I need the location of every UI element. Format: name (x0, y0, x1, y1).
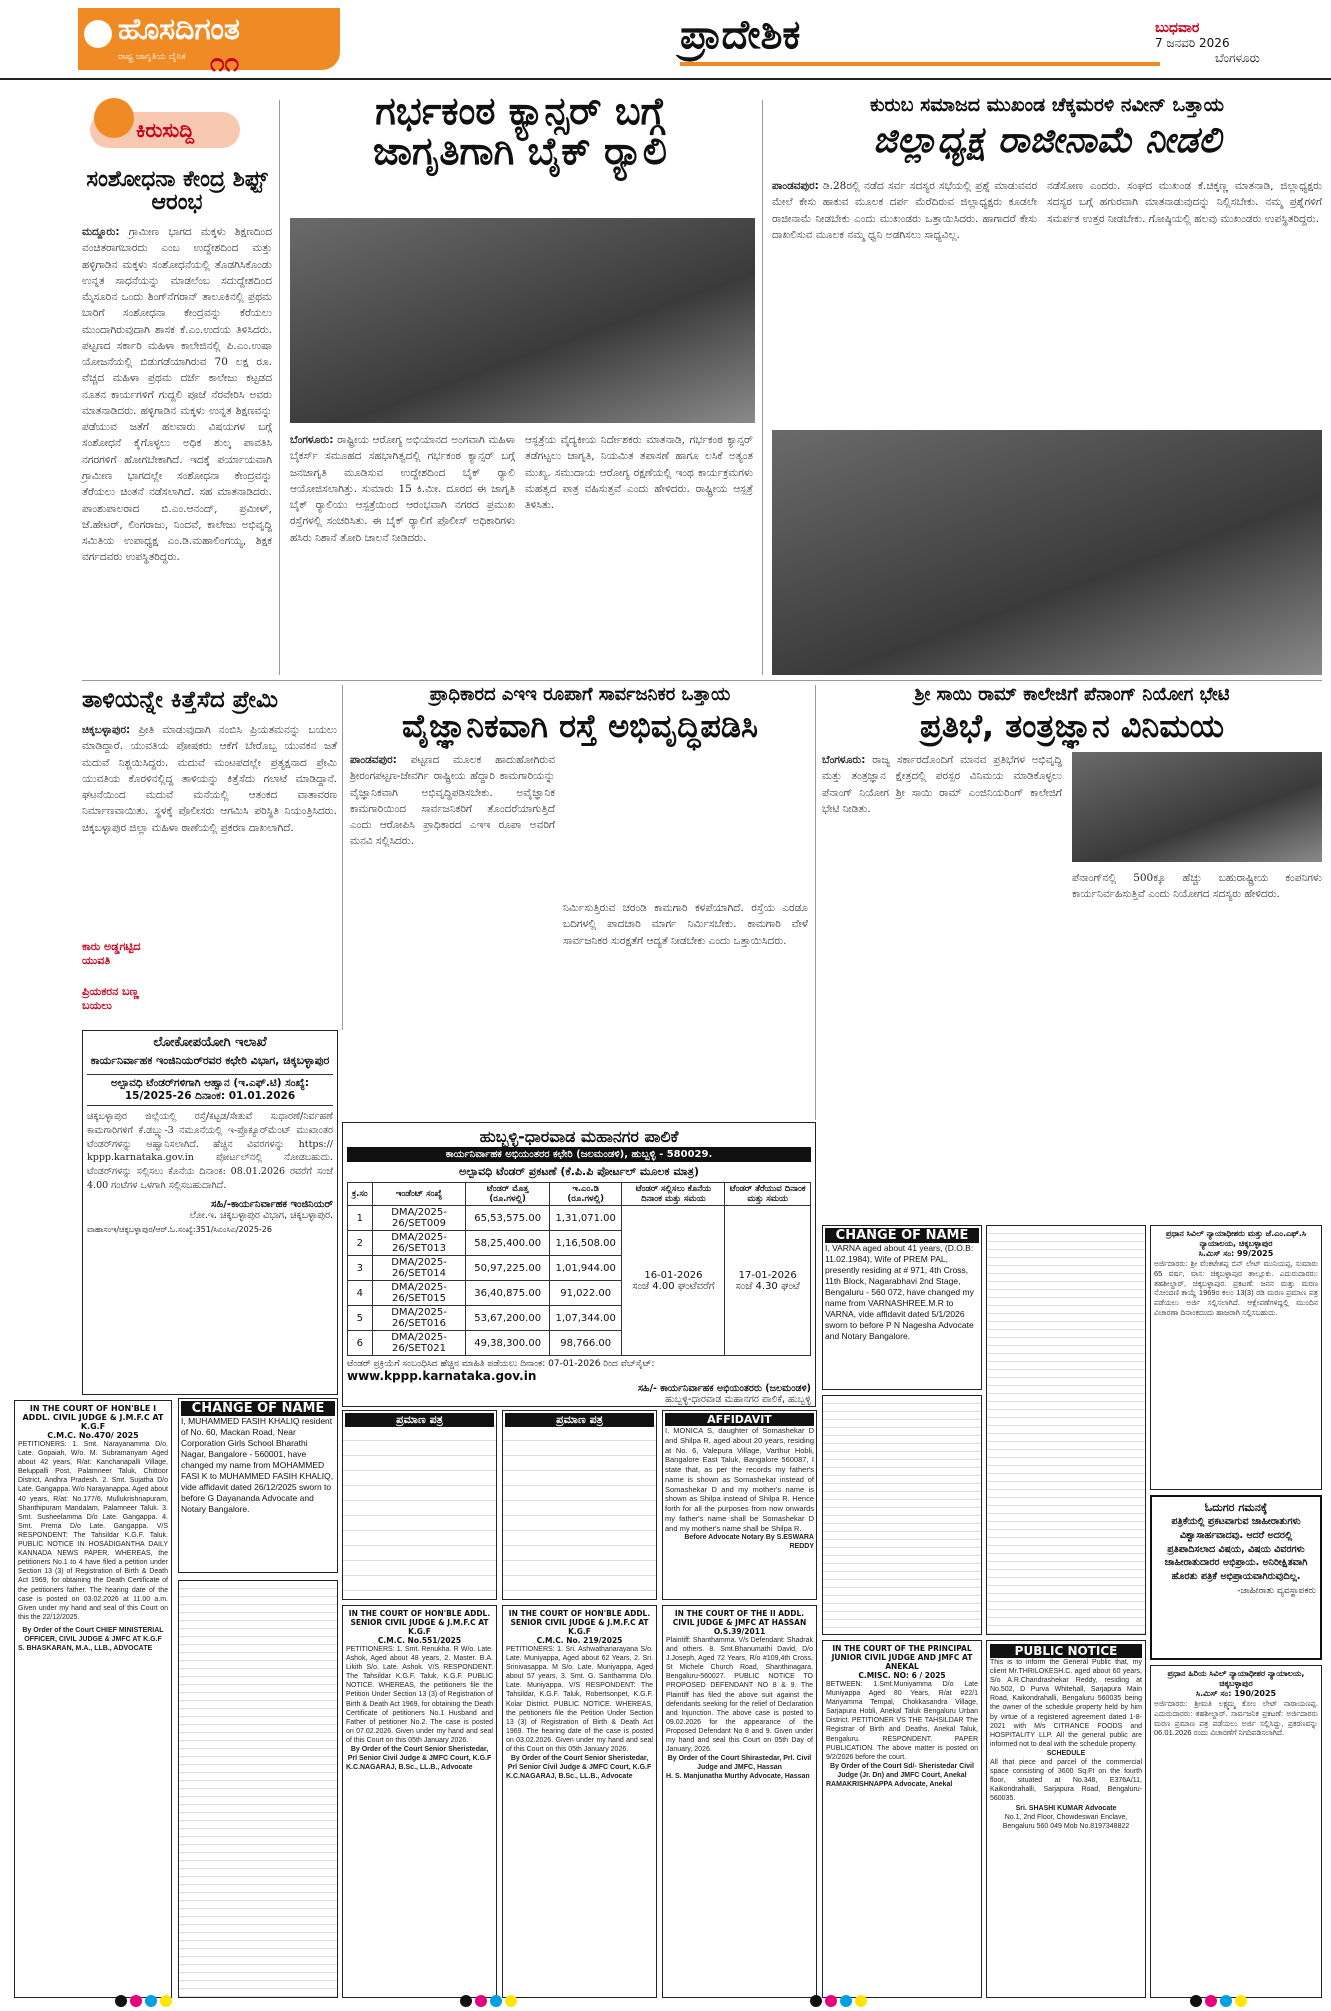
name1-title: CHANGE OF NAME (181, 1401, 335, 1416)
tender2-cell: 98,766.00 (549, 1331, 621, 1356)
page-number: ೧೧ (210, 48, 240, 78)
court2-adv: K.C.NAGARAJ, B.Sc., LL.B., Advocate (346, 1764, 473, 1772)
tender2-col-header: ಕ್ರ.ಸಂ (348, 1183, 373, 1206)
tender2-notice-title: ಅಲ್ಪಾವಧಿ ಟೆಂಡರ್ ಪ್ರಕಟಣೆ (ಕೆ.ಪಿ.ಪಿ ಪೋರ್ಟಲ್ ಮೂಲಕ ಮಾತ್ರ) (459, 1165, 699, 1178)
city: ಬೆಂಗಳೂರು (1215, 51, 1260, 65)
tender2-date: 17-01-2026 (738, 1269, 797, 1281)
court1-case: C.M.C. No.470/ 2025 (47, 1431, 139, 1440)
tender1-sign: ಸಹಿ/-ಕಾರ್ಯನಿರ್ವಾಹಕ ಇಂಜಿನಿಯರ್ (211, 1198, 333, 1210)
college-headline: ಪ್ರತಿಭೆ, ತಂತ್ರಜ್ಞಾನ ವಿನಿಮಯ (919, 707, 1225, 745)
name1-body: I, MUHAMMED FASIH KHALIQ resident of No. 60, Mackan Road, Near Corporation Girls School Bharathi Nagar, Bangalore - 560001, have changed my name from MOHAMMED FASI K to MUHAMMED FASIH KHALIQ, vide affidavit dated 26/12/2025 sworn to before G Dayananda Advocate and Notary Bangalore. (181, 1416, 334, 1515)
print-registration-dots (115, 1992, 175, 2011)
court1-body: PETITIONERS: 1. Smt. Narayanamma D/o. Late. Gopaiah, W/o. M. Subramanyam Aged about 42 years, R/at: Kanchanapalli Village, Beluppalli Post, Palamneer Taluk, Chittoor District, Andhra Pradesh. 2. Smt. Sujatha D/o Late. Gangappa. W/o Narayanappa. Aged about 40 years, R/at: No.177/6, Mullukrishnapuram, Shanthipuram Mandalam, Palamneer Taluk. 3. Smt. Susheelamma D/o Late. Gangappa. 4. Smt. Prema D/o Late. Gangappa. V/S RESPONDENT: The Tahsildar K.G.F. Taluk. PUBLIC NOTICE IN HOSADIGANTHA DAILY KANNADA NEWS PAPER. WHEREAS, the petitioners No.1 to 4 have filed a petition under Section 13 (3) of Registration of Birth & Death Act 1969, for obtaining the Death Certificate of the petitioners father. The hearing date of the case is posted on 03.02.2026 at 11.00 a.m. Given under my hand and seal of this Court on this the 22/12/2025. (18, 1441, 168, 1621)
tender1-number: ಅಲ್ಪಾವಧಿ ಟೆಂಡರ್‌ಗಳಿಗಾಗಿ ಆಹ್ವಾನ (ಇ.ಎಫ್.ಟಿ) ಸಂಖ್ಯೆ: 15/2025-26 ದಿನಾಂಕ: 01.01.2026 (87, 1074, 333, 1106)
court1-ad (14, 1400, 172, 1998)
tender2-cell: 6 (348, 1331, 373, 1356)
name1-ad (178, 1398, 338, 1573)
tender2-notice (342, 1122, 816, 1407)
court2-body: PETITIONERS: 1. Smt. Renukha. R W/o. Late. Ashok, Aged about 48 years, 2. Master. B.A. Likith S/o. Late. Ashok. V/S RESPONDENT: The Tahsildar K.G.F. Taluk, K.G.F. PUBLIC NOTICE. WHEREAS, the petitioners file the Petition Under Section 13 (3) of Registration of Birth & Death Act 1969, for obtaining the Death Certificate of petitioners No.1 Husband and Father of petitioner No.2. The case is posted on 07.02.2026. Given under my hand and seal of this Court on this 05th January 2026. (346, 1646, 493, 1744)
pramana-ad-1 (342, 1410, 497, 1600)
tender2-cell: DMA/2025-26/SET014 (372, 1256, 466, 1281)
tender2-cell: 1 (348, 1206, 373, 1231)
day: ಬುಧವಾರ (1155, 20, 1200, 36)
pramana-title-2: ಪ್ರಮಾಣ ಪತ್ರ (505, 1413, 654, 1427)
masthead-rule (0, 78, 1331, 80)
tender2-col-header: ಟೆಂಡರ್ ತೆರೆಯುವ ದಿನಾಂಕ ಮತ್ತು ಸಮಯ (725, 1183, 811, 1206)
rally-body-b: ಆಸ್ಪತ್ರೆಯ ವೈದ್ಯಕೀಯ ನಿರ್ದೇಶಕರು ಮಾತನಾಡಿ, ಗರ್ಭಕಂಠ ಕ್ಯಾನ್ಸರ್ ತಡೆಗಟ್ಟಲು ಜಾಗೃತಿ, ನಿಯಮಿತ ತಪಾಸಣೆ ಹಾಗೂ ಲಸಿಕೆ ಅತ್ಯಂತ ಮುಖ್ಯ. ಸಮುದಾಯ ಆರೋಗ್ಯ ರಕ್ಷಣೆಯಲ್ಲಿ ಇಂಥ ಕಾರ್ಯಕ್ರಮಗಳು ಮಹತ್ವದ ಪಾತ್ರ ವಹಿಸುತ್ತವೆ ಎಂದು ಹೇಳಿದರು. ರಾಷ್ಟ್ರೀಯ ಆಸ್ಪತ್ರೆ ತಿಳಿಸಿತು. (525, 434, 753, 512)
tender2-date-cell (725, 1206, 811, 1356)
college-text-a: ರಾಜ್ಯ ಸರ್ಕಾರದೊಂದಿಗೆ ಮಾನವ ಪ್ರತಿಭೆಗಳ ಅಭಿವೃದ್ಧಿ ಮತ್ತು ತಂತ್ರಜ್ಞಾನ ಕ್ಷೇತ್ರದಲ್ಲಿ ಪರಸ್ಪರ ವಿನಿಮಯ ಮಾಡಿಕೊಳ್ಳಲು ಪೆನಾಂಗ್ ನಿಯೋಗ ಶ್ರೀ ಸಾಯಿ ರಾಮ್ ಎಂಜಿನಿಯರಿಂಗ್ ಕಾಲೇಜಿಗೆ ಭೇಟಿ ನೀಡಿತು. (822, 754, 1062, 815)
college-photo (1072, 752, 1322, 862)
court2-sign: By Order of the Court Senior Sheristedar, Prl Senior Civil Judge & JMFC Court, K.G.F (347, 1746, 492, 1763)
road-body-a (350, 752, 555, 850)
road-text-a: ಪಟ್ಟಣದ ಮೂಲಕ ಹಾದುಹೋಗಿರುವ ಶ್ರೀರಂಗಪಟ್ಟಣ-ಜೇವರ್ಗಿ ರಾಷ್ಟ್ರೀಯ ಹೆದ್ದಾರಿ ಕಾಮಗಾರಿಯನ್ನು ವೈಜ್ಞಾನಿಕವಾಗಿ ಅಭಿವೃದ್ಧಿಪಡಿಸಬೇಕು. ಅವೈಜ್ಞಾನಿಕ ಕಾಮಗಾರಿಯಿಂದ ಸಾರ್ವಜನಿಕರಿಗೆ ತೊಂದರೆಯಾಗುತ್ತಿದೆ ಎಂದು ಆರೋಪಿಸಿ ಪ್ರಾಧಿಕಾರದ ಎಇಇ ರೂಪಾ ಅವರಿಗೆ ಮನವಿ ಸಲ್ಲಿಸಿದರು. (350, 754, 555, 848)
kuruba-body-b: ನಡೆಸೋಣ ಎಂದರು. ಸಂಘದ ಮುಖಂಡ ಕೆ.ಚಿಕ್ಕಣ್ಣ ಮಾತನಾಡಿ, ಜಿಲ್ಲಾಧ್ಯಕ್ಷರು ಸದಸ್ಯರ ಬಗ್ಗೆ ಹಗುರವಾಗಿ ಮಾತನಾಡುವುದನ್ನು ನಿಲ್ಲಿಸಬೇಕು. ನಮ್ಮ ಪ್ರಶ್ನೆಗಳಿಗೆ ಸಮರ್ಪಕ ಉತ್ತರ ನೀಡಬೇಕು. ಗೋಷ್ಠಿಯಲ್ಲಿ ಹಲವು ಮುಖಂಡರು ಉಪಸ್ಥಿತರಿದ್ದರು. (1047, 180, 1322, 225)
section-divider (82, 680, 1322, 681)
tender2-header-row (348, 1183, 811, 1206)
logo-text: ಹೊಸದಿಗಂತ (118, 12, 240, 47)
taali-text: ಪ್ರೀತಿ ಮಾಡುವುದಾಗಿ ನಂಬಿಸಿ ಪ್ರಿಯತಮನನ್ನು ಬಯಲು ಮಾಡಿದ್ದಾರೆ. ಯುವತಿಯ ಪೋಷಕರು ಆಕೆಗೆ ಬೇರೊಬ್ಬ ಯುವಕನ ಜತೆ ಮದುವೆ ನಿಶ್ಚಯಿಸಿದ್ದರು. ಮದುವೆ ಮಂಟಪದಲ್ಲೇ ಪ್ರತ್ಯಕ್ಷನಾದ ಪ್ರೇಮಿ ಯುವತಿಯ ಕೊರಳಿನಲ್ಲಿದ್ದ ತಾಳಿಯನ್ನು ಕಿತ್ತೆಸೆದು ಗಲಾಟೆ ಮಾಡಿದ್ದಾನೆ. ಘಟನೆಯಿಂದ ಮದುವೆ ಮನೆಯಲ್ಲಿ ಆತಂಕದ ವಾತಾವರಣ ನಿರ್ಮಾಣವಾಯಿತು. ಸ್ಥಳಕ್ಕೆ ಪೊಲೀಸರು ಆಗಮಿಸಿ ಪರಿಸ್ಥಿತಿ ನಿಯಂತ್ರಿಸಿದರು. ಚಿಕ್ಕಬಳ್ಳಾಪುರ ಜಿಲ್ಲಾ ಮಹಿಳಾ ಠಾಣೆಯಲ್ಲಿ ಪ್ರಕರಣ ದಾಖಲಾಗಿದೆ. (82, 724, 338, 834)
court3-case: C.M.C. No. 219/2025 (536, 1636, 623, 1645)
kn-right2-ad (1150, 1665, 1322, 1998)
college-body-b: ಪೆನಾಂಗ್‌ನಲ್ಲಿ 500ಕ್ಕೂ ಹೆಚ್ಚು ಬಹುರಾಷ್ಟ್ರೀಯ ಕಂಪನಿಗಳು ಕಾರ್ಯನಿರ್ವಹಿಸುತ್ತಿವೆ ಎಂದು ನಿಯೋಗದ ಸದಸ್ಯರು ಹೇಳಿದರು. (1072, 872, 1322, 901)
tender2-cell: 91,022.00 (549, 1281, 621, 1306)
tender2-cell: 1,16,508.00 (549, 1231, 621, 1256)
taali-dateline: ಚಿಕ್ಕಬಳ್ಳಾಪುರ: (82, 724, 131, 736)
tender2-cell: 3 (348, 1256, 373, 1281)
tender2-time: ಸಂಜೆ 4.30 ಘಂಟೆ (735, 1280, 800, 1292)
kn-right1-case: ಸಿ.ಮಿಸ್ ಸಂ: 99/2025 (1198, 1249, 1274, 1258)
court4-ad (662, 1605, 817, 1998)
road-dateline: ಪಾಂಡವಪುರ: (350, 754, 397, 766)
tender2-col-header: ಟೆಂಡರ್ ಸಲ್ಲಿಸಲು ಕೊನೆಯ ದಿನಾಂಕ ಮತ್ತು ಸಮಯ (622, 1183, 725, 1206)
public-notice-ad (986, 1640, 1146, 1998)
affidavit-body: I, MONICA S, daughter of Somashekar D and Shilpa R, aged about 20 years, residing at No. 6, Valepura Village, Varthur Hobli, Bangalore East Taluk, Bangalore 560087, I state that, as per the records my father's name is shown as Somashekar instead of Somashekar D and my mother's name is shown as Shilpa instead of Shilpa R. Hence forth for all the purposes from now onwards my father's name shall be Somashekar D and my mother's name shall be Shilpa R. (665, 1426, 814, 1533)
rally-headline (290, 89, 750, 173)
affidavit-title: AFFIDAVIT (665, 1413, 814, 1426)
rally-text-a: ರಾಷ್ಟ್ರೀಯ ಆರೋಗ್ಯ ಅಭಿಯಾನದ ಅಂಗವಾಗಿ ಮಹಿಳಾ ಬೈಕರ್ಸ್ ಸಮೂಹದ ಸಹಭಾಗಿತ್ವದಲ್ಲಿ ಗರ್ಭಕಂಠ ಕ್ಯಾನ್ಸರ್ ಬಗ್ಗೆ ಜನಜಾಗೃತಿ ಮೂಡಿಸುವ ಉದ್ದೇಶದಿಂದ ಬೈಕ್ ರ‍್ಯಾಲಿ ಆಯೋಜಿಸಲಾಗಿತ್ತು. ಸುಮಾರು 15 ಕಿ.ಮೀ. ದೂರದ ಈ ಜಾಗೃತಿ ಬೈಕ್ ರ‍್ಯಾಲಿಯು ಆಸ್ಪತ್ರೆಯಿಂದ ಆರಂಭವಾಗಿ ನಗರದ ಪ್ರಮುಖ ರಸ್ತೆಗಳಲ್ಲಿ ಸಂಚರಿಸಿತು. ಈ ಬೈಕ್ ರ‍್ಯಾಲಿಗೆ ಪೊಲೀಸ್ ಅಧಿಕಾರಿಗಳು ಹಸಿರು ನಿಶಾನೆ ತೋರಿ ಚಾಲನೆ ನೀಡಿದರು. (290, 434, 515, 544)
name2-title: CHANGE OF NAME (825, 1228, 979, 1243)
college-kicker: ಶ್ರೀ ಸಾಯಿ ರಾಮ್ ಕಾಲೇಜಿಗೆ ಪೆನಾಂಗ್ ನಿಯೋಗ ಭೇಟಿ (914, 684, 1230, 705)
kn-right1-body: ಅರ್ಜಿದಾರರು: ಶ್ರೀ ವೆಂಕಟೇಶಪ್ಪ ಬಿನ್ ಲೇಟ್ ಮುನಿಯಪ್ಪ, ಸುಮಾರು 65 ವರ್ಷ, ವಾಸ: ಚಿಕ್ಕಬಳ್ಳಾಪುರ ತಾಲ್ಲೂಕು. ಎದುರುದಾರರು: ತಹಶೀಲ್ದಾರ್, ಚಿಕ್ಕಬಳ್ಳಾಪುರ. ಪ್ರಕಟಣೆ: ಜನನ ಮತ್ತು ಮರಣ ನೋಂದಣಿ ಕಾಯ್ದೆ 1969ರ ಕಲಂ 13(3) ರಡಿ ಮರಣ ಪ್ರಮಾಣ ಪತ್ರ ಪಡೆಯಲು ಅರ್ಜಿ ಸಲ್ಲಿಸಲಾಗಿದೆ. ಆಕ್ಷೇಪಣೆಗಳಿದ್ದಲ್ಲಿ ಮುಂದಿನ ವಿಚಾರಣಾ ದಿನಾಂಕದಂದು ಹಾಜರಾಗಿ ಸಲ್ಲಿಸಬಹುದು. (1154, 1259, 1318, 1317)
kuruba-kicker: ಕುರುಬ ಸಮಾಜದ ಮುಖಂಡ ಚೆಕ್ಕಮರಳಿ ನವೀನ್ ಒತ್ತಾಯ (869, 94, 1225, 116)
section-title: ಪ್ರಾದೇಶಿಕ (680, 12, 801, 58)
court4-case: O.S.39/2011 (713, 1627, 766, 1636)
public-title: PUBLIC NOTICE (990, 1644, 1142, 1658)
tender1-notice (82, 1030, 338, 1395)
tender2-cell: DMA/2025-26/SET013 (372, 1231, 466, 1256)
section-rule (680, 62, 1160, 66)
print-registration-dots (810, 1992, 870, 2011)
logo-emblem-icon (84, 20, 112, 48)
court3-sign: By Order of the Court Senior Sheristedar, Prl Senior Civil Judge & JMFC Court, K.G.F (507, 1755, 652, 1772)
tender2-cell: 36,40,875.00 (466, 1281, 550, 1306)
tender2-url[interactable]: www.kppp.karnataka.gov.in (347, 1369, 537, 1383)
rally-headline-line2: ಜಾಗೃತಿಗಾಗಿ ಬೈಕ್ ರ‍್ಯಾಲಿ (373, 128, 667, 173)
court5-ad (822, 1640, 982, 1998)
kn-right1-head: ಪ್ರಧಾನ ಸಿವಿಲ್ ನ್ಯಾಯಾಧೀಶರು ಮತ್ತು ಜೆ.ಎಂ.ಎಫ್.ಸಿ ನ್ಯಾಯಾಲಯ, ಚಿಕ್ಕಬಳ್ಳಾಪುರ (1165, 1229, 1307, 1248)
rally-photo (290, 218, 755, 423)
column-rule (762, 100, 763, 675)
tender1-body: ಚಿಕ್ಕಬಳ್ಳಾಪುರ ಜಿಲ್ಲೆಯಲ್ಲಿ ರಸ್ತೆ/ಕಟ್ಟಡ/ಸೇತುವೆ ಸುಧಾರಣೆ/ನಿರ್ವಹಣೆ ಕಾಮಗಾರಿಗಳಿಗೆ ಕೆ.ಡಬ್ಲ್ಯು-3 ನಮೂನೆಯಲ್ಲಿ ಇ-ಪ್ರೊಕ್ಯೂರ್‌ಮೆಂಟ್ ಮುಖಾಂತರ ಟೆಂಡರ್‌ಗಳನ್ನು ಆಹ್ವಾನಿಸಲಾಗಿದೆ. ಹೆಚ್ಚಿನ ವಿವರಗಳನ್ನು https:// kppp.karnataka.gov.in ಪೋರ್ಟಲ್‌ನಲ್ಲಿ ನೋಡಬಹುದು. ಟೆಂಡರ್‌ಗಳನ್ನು ಸಲ್ಲಿಸಲು ಕೊನೆಯ ದಿನಾಂಕ: 08.01.2026 ರವರೆಗೆ ಸಂಜೆ 4.00 ಗಂಟೆಗಳ ಒಳಗಾಗಿ ಸಲ್ಲಿಸಬಹುದಾಗಿದೆ. (87, 1111, 333, 1191)
tender2-date-cell (622, 1206, 725, 1356)
court4-adv: H. S. Manjunatha Murthy Advocate, Hassan (666, 1773, 810, 1781)
taali-body (82, 722, 337, 836)
tender2-cell: 2 (348, 1231, 373, 1256)
court4-body: Plaintiff: Shanthamma. V/s Defendant: Shadrak and others. 8. Smt.Bhanumathi David, D/o J.Joseph, Aged 72 Years, R/o #109,4th Cross, St Michele Church Road, Shanthinagara, Bengaluru-560027. PUBLIC NOTICE TO PROPOSED DEFENDANT NO 8 & 9. The Plaintiff has filed the above suit against the defendants seeking for the relief of Declaration and Injunction. The above case is posted to 09.02.2026 for the appearance of the Proposed Defendant No 8 and 9. Given under my hand and seal this Court on 05th Day of January, 2026. (666, 1637, 813, 1754)
court5-body: BETWEEN: 1.Smt.Muniyamma D/o Late Muniyappa Aged 80 Years, R/at #22/1 Mariyamma Tempal, Chokkasandra Village, Sarjapura Hobli, Anekal Taluk Bengaluru Urban District. PETITIONER VS THE TAHSILDAR The Registrar of Birth and Deaths, Anekal Taluk, Bengaluru. RESPONDENT. PAPER PUBLICATION. The above matter is posted on 9/2/2026 before the court. (826, 1681, 978, 1761)
logo-tagline: ರಾಷ್ಟ್ರ ಜಾಗೃತಿಯ ದೈನಿಕ (118, 52, 186, 62)
court3-head: IN THE COURT OF HON'BLE ADDL. SENIOR CIVIL JUDGE & J.M.F.C AT K.G.F (508, 1609, 651, 1636)
tender2-cell: 1,01,944.00 (549, 1256, 621, 1281)
kn-readers-box (1150, 1495, 1322, 1660)
tender2-date: 16-01-2026 (644, 1269, 703, 1281)
tender2-cell: 53,67,200.00 (466, 1306, 550, 1331)
kn-box-sign: -ಜಾಹೀರಾತು ವ್ಯವಸ್ಥಾಪಕರು (1237, 1585, 1316, 1596)
kuruba-headline: ಜಿಲ್ಲಾಧ್ಯಕ್ಷ ರಾಜೀನಾಮೆ ನೀಡಲಿ (872, 120, 1222, 161)
tender2-footer: ಟೆಂಡರ್ ಪ್ರಕ್ರಿಯೆಗೆ ಸಂಬಂಧಿಸಿದ ಹೆಚ್ಚಿನ ಮಾಹಿತಿ ಪಡೆಯಲು ದಿನಾಂಕ: 07-01-2026 ರಿಂದ ವೆಬ್‌ಸೈಟ್: (347, 1359, 655, 1369)
kn-box-body: ಪತ್ರಿಕೆಯಲ್ಲಿ ಪ್ರಕಟವಾಗುವ ಜಾಹೀರಾತುಗಳು ವಿಶ್ವಾಸಾರ್ಹವಾದವು. ಆದರೆ ಅದರಲ್ಲಿ ಪ್ರತಿಪಾದಿಸಲಾದ ವಿಷಯ, ವಿಷಯ ವಿವರಗಳು ಜಾಹೀರಾತುದಾರರ ಅಭಿಪ್ರಾಯ. ಅನಿರೀಕ್ಷಿತವಾಗಿ ಹೊರತು ಪತ್ರಿಕೆ ಅಭಿಪ್ರಾಯವಾಗಿರುವುದಿಲ್ಲ. (1164, 1516, 1308, 1583)
tender2-cell: 49,38,300.00 (466, 1331, 550, 1356)
tender1-office: ಕಾರ್ಯನಿರ್ವಾಹಕ ಇಂಜಿನಿಯರ್‌ರವರ ಕಛೇರಿ ವಿಭಾಗ, ಚಿಕ್ಕಬಳ್ಳಾಪುರ (90, 1054, 330, 1067)
print-registration-dots (1190, 1992, 1250, 2011)
kiru-suddi-badge (90, 112, 240, 148)
kuruba-body-a (772, 178, 1037, 243)
date-block (1155, 20, 1260, 66)
kuruba-text-a: ಡಿ.28ರಲ್ಲಿ ನಡೆದ ಸರ್ವ ಸದಸ್ಯರ ಸಭೆಯಲ್ಲಿ ಪ್ರಶ್ನೆ ಮಾಡುವವರ ಮೇಲೆ ಕೇಸು ಹಾಕುವ ಮೂಲಕ ದರ್ಪ ಮೆರೆದಿರುವ ಜಿಲ್ಲಾಧ್ಯಕ್ಷರು ಕೂಡಲೇ ರಾಜೀನಾಮೆ ನೀಡಬೇಕು ಎಂದು ಮುಖಂಡರು ಒತ್ತಾಯಿಸಿದರು. ಹಾಗಾದರೆ ಕೇಸು ದಾಖಲಿಸುವ ಮೂಲಕ ನಮ್ಮ ಧ್ವನಿ ಅಡಗಿಸಲು ಸಾಧ್ಯವಿಲ್ಲ. (772, 180, 1037, 241)
kn-right1-ad (1150, 1225, 1322, 1490)
kiru-label: ಕಿರುಸುದ್ದಿ (136, 118, 195, 142)
tender2-cell: DMA/2025-26/SET009 (372, 1206, 466, 1231)
affidavit-sign: Before Advocate Notary By S.ESWARA REDDY (684, 1534, 814, 1551)
tender2-cell: 4 (348, 1281, 373, 1306)
tender2-cell: 1,31,071.00 (549, 1206, 621, 1231)
court3-ad (502, 1605, 657, 1998)
road-headline: ವೈಜ್ಞಾನಿಕವಾಗಿ ರಸ್ತೆ ಅಭಿವೃದ್ಧಿಪಡಿಸಿ (401, 707, 759, 745)
column-rule (342, 685, 343, 1030)
print-registration-dots (460, 1992, 520, 2011)
public-sched-body: All that piece and parcel of the commercial space consisting of 3600 Sq.Ft on the fourth floor, situated at No.348, E376A/11, Kaikondrahalli, Sarjapura Road, Bengaluru-560035. (990, 1759, 1142, 1803)
brief1-body (82, 224, 272, 566)
public-sched: SCHEDULE (1046, 1749, 1086, 1757)
tender2-row (348, 1206, 811, 1231)
kn-right2-head: ಪ್ರಧಾನ ಹಿರಿಯ ಸಿವಿಲ್ ನ್ಯಾಯಾಧೀಶರ ನ್ಯಾಯಾಲಯ, ಚಿಕ್ಕಬಳ್ಳಾಪುರ (1167, 1669, 1305, 1688)
column-rule (815, 685, 816, 1120)
public-body: This is to inform the General Public that, my client Mr.THRILOKESH.C. aged about 60 years, S/o A.R.Chandrashekar Reddy, residing at No.502, D Purva Whitehall, Sarjapura Main Road, Kaikondrahalli, Bengaluru 560035 being the owner of the schedule property held by him by virtue of a registered agreement dated 1-8-2021 with M/s CITRANCE FOODS and HOSPITALITY LLP. All the general public are informed not to deal with the schedule property. (990, 1659, 1142, 1748)
pramana-ad-2 (502, 1410, 657, 1600)
public-addr: No.1, 2nd Floor, Chowdeswari Enclave, Bengaluru 560 049 Mob No.8197348822 (1002, 1813, 1130, 1830)
tender2-col-header: ಇಂಡೆಂಟ್ ಸಂಖ್ಯೆ (372, 1183, 466, 1206)
brief1-headline: ಸಂಶೋಧನಾ ಕೇಂದ್ರ ಶಿಫ್ಟ್ ಆರಂಭ (86, 167, 268, 216)
masthead-logo (78, 8, 340, 70)
court5-adv: RAMAKRISHNAPPA Advocate, Anekal (826, 1781, 953, 1789)
tender2-col-header: ಟೆಂಡರ್ ಮೊತ್ತ (ರೂ.ಗಳಲ್ಲಿ) (466, 1183, 550, 1206)
brief1-dateline: ಮದ್ದೂರು: (82, 226, 120, 238)
college-body-a (822, 752, 1062, 817)
kuruba-photo (772, 430, 1322, 675)
affidavit-ad (662, 1410, 817, 1600)
name2-ad (822, 1225, 982, 1390)
road-body-b: ನಿರ್ಮಿಸುತ್ತಿರುವ ಚರಂಡಿ ಕಾಮಗಾರಿ ಕಳಪೆಯಾಗಿದೆ. ರಸ್ತೆಯ ಎರಡೂ ಬದಿಗಳಲ್ಲಿ ಪಾದಚಾರಿ ಮಾರ್ಗ ನಿರ್ಮಿಸಬೇಕು. ಕಾಮಗಾರಿ ವೇಳೆ ಸಾರ್ವಜನಿಕರ ಸುರಕ್ಷತೆಗೆ ಆದ್ಯತೆ ನೀಡಬೇಕು ಎಂದು ಒತ್ತಾಯಿಸಿದರು. (563, 902, 808, 947)
tender1-sign2: ಲೋ.ಇ. ಚಿಕ್ಕಬಳ್ಳಾಪುರ ವಿಭಾಗ, ಚಿಕ್ಕಬಳ್ಳಾಪುರ. (189, 1209, 333, 1221)
court2-ad (342, 1605, 497, 1998)
court1-sign: By Order of the Court CHIEF MINISTERIAL OFFICER, CIVIL JUDGE & JMFC AT K.G.F (22, 1626, 164, 1643)
tender2-cell: 50,97,225.00 (466, 1256, 550, 1281)
kn-box-title: ಓದುಗರ ಗಮನಕ್ಕೆ (1204, 1501, 1268, 1514)
hand-icon (94, 98, 134, 138)
tender1-ref: ವಾಹಾಸಂಇ/ಚಿಕ್ಕಬಳ್ಳಾಪುರ/ಆರ್.ಓ.ಸಂಖ್ಯೆ:351/ಸಿಎಂಸಿಎ/2025-26 (87, 1224, 272, 1234)
court5-sign: By Order of the Court Sd/- Sheristedar Civil Judge (Jr. Dn) and JMFC Court, Anekal (830, 1762, 974, 1779)
tender2-sub: ಕಾರ್ಯನಿರ್ವಾಹಕ ಅಭಿಯಂತರರ ಕಛೇರಿ (ಜಲಮಂಡಳಿ), ಹುಬ್ಬಳ್ಳಿ - 580029. (347, 1147, 811, 1162)
column-rule (279, 100, 280, 675)
date: 7 ಜನವರಿ 2026 (1155, 36, 1230, 50)
court2-case: C.M.C. No.551/2025 (377, 1636, 462, 1645)
tender2-col-header: ಇ.ಎಂ.ಡಿ (ರೂ.ಗಳಲ್ಲಿ) (549, 1183, 621, 1206)
kn-right2-case: ಸಿ.ಮಿಸ್ ಸಂ: 190/2025 (1195, 1689, 1277, 1698)
court1-adv: S. BHASKARAN, M.A., LLB., ADVOCATE (18, 1645, 153, 1653)
court4-head: IN THE COURT OF THE II ADDL. CIVIL JUDGE & JMFC AT HASSAN (672, 1609, 807, 1627)
college-dateline: ಬೆಂಗಳೂರು: (822, 754, 866, 766)
kuruba-dateline: ಪಾಂಡವಪುರ: (772, 180, 819, 192)
tender2-cell: 1,07,344.00 (549, 1306, 621, 1331)
court3-body: PETITIONERS: 1. Sri. Ashwathanarayana S/o. Late. Muniyappa, Aged about 62 Years, 2. Sri. Srinivasappa. M S/o. Late. Muniyappa, Aged about 57 years, 3. Smt. G. Santhamma D/o. Late. Muniyappa. V/S RESPONDENT: The Tahsildar, K.G.F. Taluk, Robertsonpet, K.G.F. Kolar District. PUBLIC NOTICE. WHEREAS, the petitioners file the Petition Under Section 13 (3) of Registration of Birth & Death Act 1969. The hearing date of the case is posted on 03.02.2026. Given under my hand and seal of this Court on this 05th January 2026. (506, 1646, 653, 1754)
tender2-cell: 58,25,400.00 (466, 1231, 550, 1256)
kn-cert-ad-3 (986, 1225, 1146, 1635)
taali-sidebar (82, 940, 162, 1013)
court4-sign: By Order of the Court Shirastedar, Prl. Civil Judge and JMFC, Hassan (667, 1755, 812, 1772)
tender2-cell: 65,53,575.00 (466, 1206, 550, 1231)
brief1-text: ಗ್ರಾಮೀಣ ಭಾಗದ ಮಕ್ಕಳು ಶಿಕ್ಷಣದಿಂದ ವಂಚಿತರಾಗಬಾರದು ಎಂಬ ಉದ್ದೇಶದಿಂದ ಮತ್ತು ಹಳ್ಳಿಗಾಡಿನ ಮಕ್ಕಳು ಸಂಶೋಧನೆಯಲ್ಲಿ ತೊಡಗಿಸಿಕೊಂಡು ಉನ್ನತ ಸಾಧನೆಯನ್ನು ಮಾಡಲೆಂಬ ಸದುದ್ದೇಶದಿಂದ ಮೈಸೂರಿನ ಒಂದು ಶಿಂಗ್‌ನೆಗರಾನ್ ತಾಲೂಕಿನಲ್ಲಿ ಪ್ರಥಮ ಬಾರಿಗೆ ಸಂಶೋಧನಾ ಕೇಂದ್ರವನ್ನು ಕೆರೆಯಲು ಮುಂದಾಗಿರುವುದಾಗಿ ಶಾಸಕ ಕೆ.ಎಂ.ಉದಯ ತಿಳಿಸಿದರು. ಪಟ್ಟಣದ ಸರ್ಕಾರಿ ಮಹಿಳಾ ಕಾಲೇಜಿನಲ್ಲಿ ಪಿ.ಎಂ.ಉಷಾ ಯೋಜನೆಯಲ್ಲಿ ಬಿಡುಗಡೆಯಾಗಿರುವ 70 ಲಕ್ಷ ರೂ. ವೆಚ್ಚದ ಮಹಿಳಾ ಪ್ರಥಮ ದರ್ಜೆ ಕಾಲೇಜು ಕಟ್ಟಡದ ನೂತನ ಕಾರ್ಯಗಳಿಗೆ ಗುದ್ದಲಿ ಪೂಜೆ ನೆರವೇರಿಸಿ ಅವರು ಮಾತನಾಡಿದರು. ಹಳ್ಳಿಗಾಡಿನ ಮಕ್ಕಳು ಉನ್ನತ ಶಿಕ್ಷಣವನ್ನು ಪಡೆಯುವ ಜತೆಗೆ ಹಲವಾರು ವಿಷಯಗಳ ಬಗ್ಗೆ ಸಂಶೋಧನೆ ಕೈಗೊಳ್ಳಲು ಅಧಿಕ ಶುಲ್ಕ ಪಾವತಿಸಿ ನಗರಗಳಿಗೆ ಹೋಗಬೇಕಾಗಿದೆ. ಇದಕ್ಕೆ ಪರ್ಯಾಯವಾಗಿ ಗ್ರಾಮೀಣ ಭಾಗದಲ್ಲೇ ಸಂಶೋಧನಾ ಕೇಂದ್ರವನ್ನು ತೆರೆಯಲು ಚಿಂತನೆ ನಡೆಸಲಾಗಿದೆ. ಸಹ ಮಾತನಾಡಿದರು. ಪಾಂಶುಪಾಲರಾದ ಬಿ.ಎಂ.ಆನಂದ್, ಪ್ರಮೀಳ್, ಜೆ.ಹೇಟರ್, ಲಿಂಗರಾಜು, ನಿಂದವೆ, ಕಾಲೇಜು ಅಭಿವೃದ್ಧಿ ಸಮಿತಿಯ ಉಪಾಧ್ಯಕ್ಷ ಎಂ.ಡಿ.ಮಹಾಲಿಂಗಯ್ಯ, ಶಿಕ್ಷಕ ವರ್ಗದವರು ಉಪಸ್ಥಿತರಿದ್ದರು. (82, 226, 272, 564)
tender2-sign2: ಹುಬ್ಬಳ್ಳಿ-ಧಾರವಾಡ ಮಹಾನಗರ ಪಾಲಿಕೆ, ಹುಬ್ಬಳ್ಳಿ (665, 1394, 811, 1405)
kn-right2-body: ಅರ್ಜಿದಾರರು: ಶ್ರೀಮತಿ ಲಕ್ಷ್ಮಮ್ಮ ಕೋಂ ಲೇಟ್ ನಾರಾಯಣಪ್ಪ. ಎದುರುದಾರರು: ತಹಶೀಲ್ದಾರ್. ಸಾರ್ವಜನಿಕ ಪ್ರಕಟಣೆ: ಅರ್ಜಿದಾರರು ಮರಣ ಪ್ರಮಾಣ ಪತ್ರ ಪಡೆಯಲು ಅರ್ಜಿ ಸಲ್ಲಿಸಿದ್ದು, ಪ್ರಕರಣವನ್ನು 06.01.2026 ರಂದು ವಿಚಾರಣೆಗೆ ನಿಗದಿಪಡಿಸಲಾಗಿದೆ. (1154, 1699, 1318, 1738)
tender2-cell: DMA/2025-26/SET015 (372, 1281, 466, 1306)
kn-cert-ad-2 (822, 1395, 982, 1635)
pramana-title-1: ಪ್ರಮಾಣ ಪತ್ರ (345, 1413, 494, 1427)
tender1-dept: ಲೋಕೋಪಯೋಗಿ ಇಲಾಖೆ (153, 1035, 267, 1050)
taali-side-1: ಕಾರು ಅಡ್ಡಗಟ್ಟಿದ ಯುವತಿ (82, 940, 141, 968)
tender2-table (347, 1182, 811, 1356)
tender2-cell: 5 (348, 1306, 373, 1331)
court5-head: IN THE COURT OF THE PRINCIPAL JUNIOR CIVIL JUDGE AND JMFC AT ANEKAL (831, 1644, 973, 1671)
taali-side-2: ಪ್ರಿಯಕರನ ಬಣ್ಣ ಬಯಲು (82, 984, 139, 1012)
court3-adv: K.C.NAGARAJ, B.Sc., LL.B., Advocate (506, 1773, 633, 1781)
name2-body: I, VARNA aged about 41 years, (D.O.B: 11.02.1984), Wife of PREM PAL, presently residing at # 971, 4th Cross, 11th Block, Nagarabhavi 2nd Stage, Bengaluru - 560 072, have changed my name from VARNASHREE.M.R to VARNA, vide affidavit dated 5/1/2026 sworn to before P N Nagesha Advocate and Notary Bangalore. (825, 1243, 974, 1342)
rally-body-a (290, 432, 515, 546)
tender2-time: ಸಂಜೆ 4.00 ಘಂಟೆವರೆಗೆ (632, 1280, 715, 1292)
court5-case: C.MISC. NO: 6 / 2025 (858, 1671, 946, 1680)
court2-head: IN THE COURT OF HON'BLE ADDL. SENIOR CIVIL JUDGE & J.M.F.C AT K.G.F (348, 1609, 491, 1636)
public-sign: Sri. SHASHI KUMAR Advocate (1015, 1804, 1117, 1812)
kn-cert-ad-1 (178, 1580, 338, 1998)
rally-headline-line1: ಗರ್ಭಕಂಠ ಕ್ಯಾನ್ಸರ್ ಬಗ್ಗೆ (375, 89, 665, 133)
court1-head: IN THE COURT OF HON'BLE I ADDL. CIVIL JUDGE & J.M.F.C AT K.G.F (22, 1404, 164, 1431)
taali-headline: ತಾಳಿಯನ್ನೇ ಕಿತ್ತೆಸೆದ ಪ್ರೇಮಿ (82, 687, 279, 713)
tender2-sign: ಸಹಿ/- ಕಾರ್ಯನಿರ್ವಾಹಕ ಅಭಿಯಂತರರು (ಜಲಮಂಡಳಿ) (638, 1383, 811, 1394)
tender2-cell: DMA/2025-26/SET016 (372, 1306, 466, 1331)
tender2-cell: DMA/2025-26/SET021 (372, 1331, 466, 1356)
rally-dateline: ಬೆಂಗಳೂರು: (290, 434, 334, 446)
tender2-title: ಹುಬ್ಬಳ್ಳಿ-ಧಾರವಾಡ ಮಹಾನಗರ ಪಾಲಿಕೆ (479, 1127, 679, 1146)
road-kicker: ಪ್ರಾಧಿಕಾರದ ಎಇಇ ರೂಪಾಗೆ ಸಾರ್ವಜನಿಕರ ಒತ್ತಾಯ (429, 684, 731, 705)
